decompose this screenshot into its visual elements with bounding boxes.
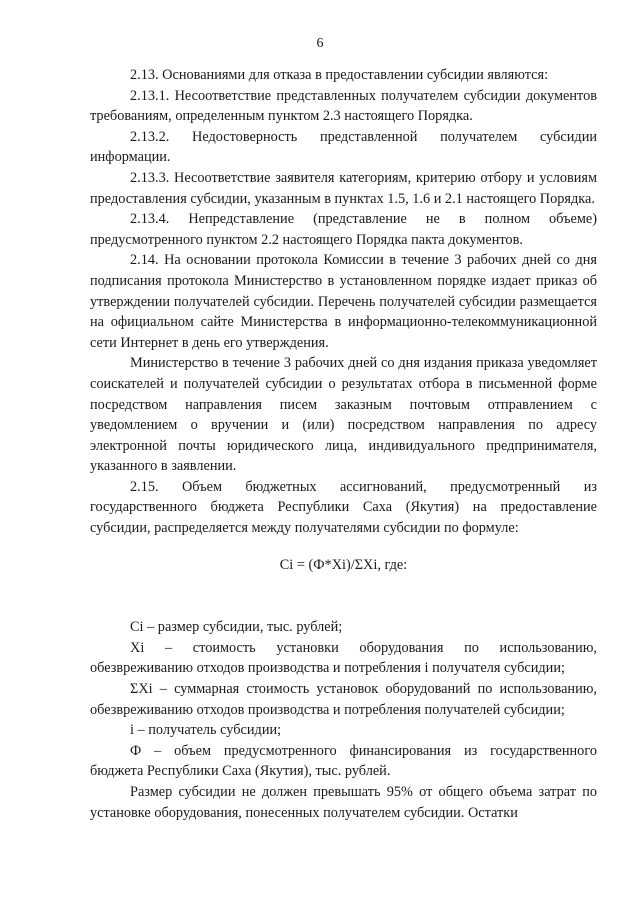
definition-f: Ф – объем предусмотренного финансирования из государственного бюджета Республики Саха (Якутия), тыс. рублей.	[90, 742, 597, 780]
definition-i: i – получатель субсидии;	[130, 722, 282, 739]
paragraph-2-14: 2.14. На основании протокола Комиссии в течение 3 рабочих дней со дня подписания протокола Министерство в установленном порядке издает приказ об утверждении получателей субсидии. Перечень получателей субсидии размещается на официальном сайте Министерства в информационно-телекоммуникационной сети Интернет в день его утверждения.	[90, 252, 597, 351]
document-body	[90, 65, 597, 823]
paragraph-2-13-3: 2.13.3. Несоответствие заявителя категориям, критерию отбору и условиям предоставления субсидии, указанным в пунктах 1.5, 1.6 и 2.1 настоящего Порядка.	[90, 169, 597, 207]
paragraph-notification: Министерство в течение 3 рабочих дней со дня издания приказа уведомляет соискателей и получателей субсидии о результатах отбора в письменной форме посредством направления писем заказным почтовым отправлением с уведомлением о вручении и (или) посредством направления по адресу электронной почты юридического лица, индивидуального предпринимателя, указанного в заявлении.	[90, 355, 597, 475]
paragraph-2-13: 2.13. Основаниями для отказа в предоставлении субсидии являются:	[130, 67, 549, 83]
paragraph-2-13-4: 2.13.4. Непредставление (представление не в полном объеме) предусмотренного пунктом 2.2 настоящего Порядка пакта документов.	[90, 211, 597, 248]
definition-xi: Xi – стоимость установки оборудования по использованию, обезвреживанию отходов производства и потребления i получателя субсидии;	[90, 639, 597, 677]
paragraph-2-15: 2.15. Объем бюджетных ассигнований, предусмотренный из государственного бюджета Республики Саха (Якутия) на предоставление субсидии, распределяется между получателями субсидии по формуле:	[90, 478, 597, 537]
page-number: 6	[316, 36, 324, 51]
paragraph-subsidy-limit: Размер субсидии не должен превышать 95% от общего объема затрат по установке оборудования, понесенных получателем субсидии. Остатки	[90, 784, 597, 821]
paragraph-2-13-1: 2.13.1. Несоответствие представленных получателем субсидии документов требованиям, определенным пунктом 2.3 настоящего Порядка.	[90, 87, 597, 125]
subsidy-formula: Ci = (Ф*Xi)/ΣXi, где:	[279, 556, 408, 573]
definition-sum-xi: ΣXi – суммарная стоимость установок оборудований по использованию, обезвреживанию отходов производства и потребления получателей субсидии;	[90, 681, 597, 718]
definition-ci: Ci – размер субсидии, тыс. рублей;	[130, 619, 343, 636]
paragraph-2-13-2: 2.13.2. Недостоверность представленной получателем субсидии информации.	[90, 128, 597, 166]
